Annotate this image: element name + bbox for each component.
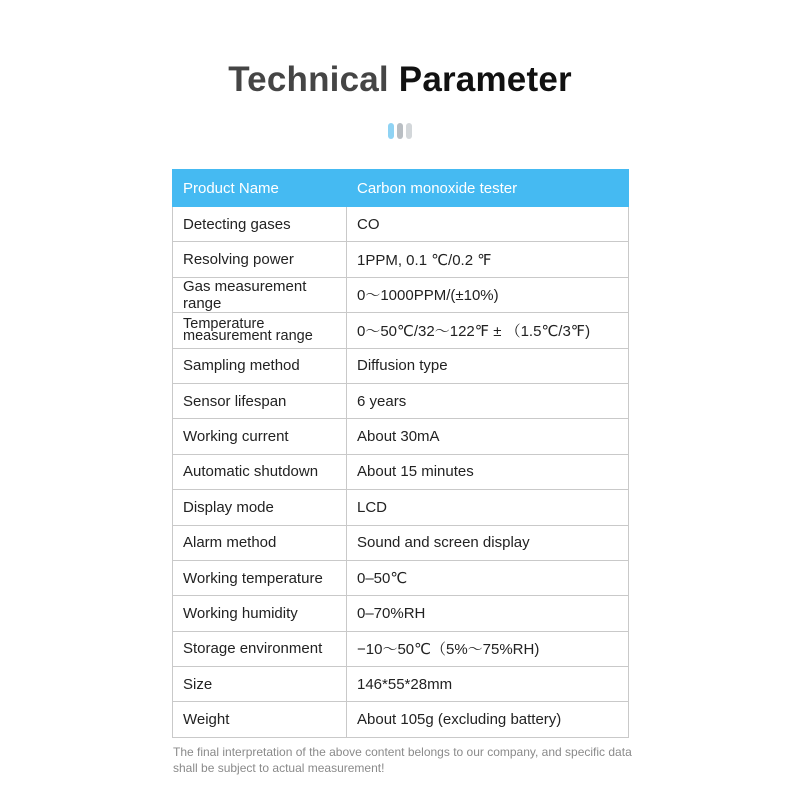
table-row — [173, 383, 629, 418]
row-value: Sound and screen display — [347, 525, 629, 560]
row-label: Size — [173, 667, 347, 702]
row-value: 6 years — [347, 383, 629, 418]
row-label: Working humidity — [173, 596, 347, 631]
table-row — [173, 667, 629, 702]
row-label: Automatic shutdown — [173, 454, 347, 489]
row-label: Alarm method — [173, 525, 347, 560]
decorative-bars-icon — [388, 123, 414, 139]
row-label: Sensor lifespan — [173, 383, 347, 418]
row-label: Gas measurement range — [173, 277, 347, 312]
row-value: CO — [347, 207, 629, 242]
table-row — [173, 348, 629, 383]
title-part-1: Technical — [228, 60, 389, 99]
row-value: 146*55*28mm — [347, 667, 629, 702]
table-row — [173, 490, 629, 525]
row-value: About 15 minutes — [347, 454, 629, 489]
table-row — [173, 631, 629, 666]
row-label: Detecting gases — [173, 207, 347, 242]
table-row — [173, 242, 629, 277]
row-value: About 30mA — [347, 419, 629, 454]
decorative-bar — [397, 123, 403, 139]
table-row — [173, 454, 629, 489]
row-value: 0～1000PPM/(±10%) — [347, 277, 629, 312]
row-label: Sampling method — [173, 348, 347, 383]
row-label: Resolving power — [173, 242, 347, 277]
row-label: Weight — [173, 702, 347, 737]
header-value: Carbon monoxide tester — [347, 170, 629, 207]
decorative-bar — [406, 123, 412, 139]
row-value: 0–70%RH — [347, 596, 629, 631]
table-row — [173, 560, 629, 595]
table-row — [173, 419, 629, 454]
decorative-bar — [388, 123, 394, 139]
table-header-row — [173, 170, 629, 207]
row-value: 1PPM, 0.1 ℃/0.2 ℉ — [347, 242, 629, 277]
row-label: Storage environment — [173, 631, 347, 666]
spec-table — [172, 169, 629, 738]
title-part-2: Parameter — [398, 60, 572, 99]
table-row — [173, 207, 629, 242]
row-value: Diffusion type — [347, 348, 629, 383]
table-row — [173, 313, 629, 348]
table-row — [173, 525, 629, 560]
row-label: Working current — [173, 419, 347, 454]
footnote: The final interpretation of the above content belongs to our company, and specific data shall be subject to actual measurement! — [173, 745, 632, 775]
row-value: 0–50℃ — [347, 560, 629, 595]
table-row — [173, 277, 629, 312]
row-value: LCD — [347, 490, 629, 525]
row-label: Working temperature — [173, 560, 347, 595]
row-value: −10～50℃（5%～75%RH) — [347, 631, 629, 666]
row-label: Temperature measurement range — [173, 313, 347, 348]
row-value: 0～50℃/32～122℉ ± （1.5℃/3℉) — [347, 313, 629, 348]
table-row — [173, 596, 629, 631]
row-value: About 105g (excluding battery) — [347, 702, 629, 737]
header-label: Product Name — [173, 170, 347, 207]
page-title — [0, 58, 800, 102]
table-row — [173, 702, 629, 737]
row-label: Display mode — [173, 490, 347, 525]
